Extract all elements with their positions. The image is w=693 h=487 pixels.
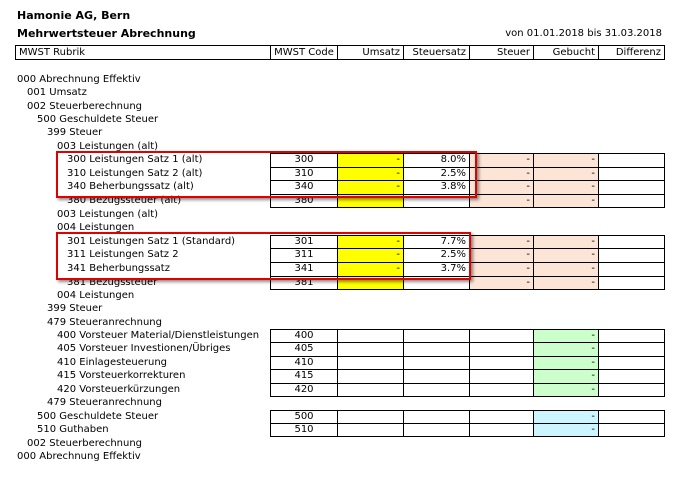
- col-header-steuer: Steuer: [469, 45, 533, 60]
- cell-differenz: [598, 180, 665, 194]
- row-label: 415 Vorsteuerkorrekturen: [57, 370, 186, 381]
- cell-umsatz: [337, 329, 403, 343]
- company-name: Hamonie AG, Bern: [17, 9, 131, 22]
- cell-code: 415: [270, 369, 337, 383]
- cell-steuer: -: [469, 153, 533, 167]
- cell-gebucht: -: [533, 276, 598, 290]
- row-label: 405 Vorsteuer Investionen/Übriges: [57, 343, 231, 354]
- cell-differenz: [598, 194, 665, 208]
- cell-gebucht: -: [533, 153, 598, 167]
- tree-steuer-399: 399 Steuer: [47, 127, 103, 138]
- cell-steuer: -: [469, 167, 533, 181]
- tree-steuer-399-end: 399 Steuer: [47, 303, 103, 314]
- cell-gebucht: -: [533, 235, 598, 249]
- col-header-gebucht: Gebucht: [533, 45, 598, 60]
- row-label: 380 Bezugssteuer (alt): [67, 195, 182, 206]
- row-label: 311 Leistungen Satz 2: [67, 249, 179, 260]
- col-header-differenz: Differenz: [598, 45, 665, 60]
- col-header-steuersatz: Steuersatz: [403, 45, 469, 60]
- row-label: 510 Guthaben: [37, 424, 109, 435]
- cell-code: 420: [270, 383, 337, 397]
- cell-steuersatz: [403, 356, 469, 370]
- cell-code: 400: [270, 329, 337, 343]
- cell-steuer: [469, 329, 533, 343]
- cell-steuer: [469, 410, 533, 424]
- cell-code: 341: [270, 262, 337, 276]
- cell-code: 300: [270, 153, 337, 167]
- cell-gebucht: -: [533, 194, 598, 208]
- row-label: 341 Beherbungssatz: [67, 263, 170, 274]
- cell-steuer: [469, 356, 533, 370]
- cell-code: 311: [270, 248, 337, 262]
- row-label: 500 Geschuldete Steuer: [37, 411, 159, 422]
- cell-gebucht: -: [533, 356, 598, 370]
- cell-code: 310: [270, 167, 337, 181]
- cell-code: 410: [270, 356, 337, 370]
- tree-leistungen-end: 004 Leistungen: [57, 290, 135, 301]
- highlight-box-new-rates: [56, 232, 471, 280]
- cell-steuer: -: [469, 180, 533, 194]
- cell-umsatz: -: [337, 153, 403, 167]
- cell-gebucht: -: [533, 329, 598, 343]
- cell-umsatz: [337, 423, 403, 437]
- cell-steuersatz: 3.7%: [403, 262, 469, 276]
- cell-umsatz: [337, 369, 403, 383]
- tree-leistungen-alt: 003 Leistungen (alt): [57, 141, 159, 152]
- cell-code: 405: [270, 342, 337, 356]
- cell-gebucht: -: [533, 423, 598, 437]
- cell-steuersatz: [403, 423, 469, 437]
- cell-steuersatz: [403, 329, 469, 343]
- cell-code: 510: [270, 423, 337, 437]
- tree-steuerberechnung-end: 002 Steuerberechnung: [27, 438, 143, 449]
- cell-steuer: [469, 369, 533, 383]
- cell-gebucht: -: [533, 383, 598, 397]
- cell-steuer: [469, 342, 533, 356]
- cell-code: 381: [270, 276, 337, 290]
- cell-umsatz: [337, 356, 403, 370]
- cell-differenz: [598, 342, 665, 356]
- cell-steuer: [469, 383, 533, 397]
- row-label: 381 Bezugssteuer: [67, 277, 158, 288]
- cell-steuer: [469, 423, 533, 437]
- cell-differenz: [598, 153, 665, 167]
- cell-differenz: [598, 423, 665, 437]
- cell-differenz: [598, 383, 665, 397]
- row-label: 310 Leistungen Satz 2 (alt): [67, 168, 203, 179]
- cell-umsatz: [337, 383, 403, 397]
- report-period: von 01.01.2018 bis 31.03.2018: [505, 28, 662, 39]
- row-label: 340 Beherbungssatz (alt): [67, 181, 194, 192]
- tree-steueranrechnung: 479 Steueranrechnung: [47, 317, 162, 328]
- cell-steuer: -: [469, 276, 533, 290]
- row-label: 400 Vorsteuer Material/Dienstleistungen: [57, 330, 260, 341]
- cell-differenz: [598, 167, 665, 181]
- cell-differenz: [598, 248, 665, 262]
- cell-differenz: [598, 276, 665, 290]
- cell-gebucht: -: [533, 342, 598, 356]
- tree-leistungen: 004 Leistungen: [57, 222, 135, 233]
- cell-umsatz: -: [337, 248, 403, 262]
- cell-differenz: [598, 262, 665, 276]
- cell-steuersatz: 2.5%: [403, 248, 469, 262]
- highlight-box-alt-rates: [56, 151, 477, 198]
- cell-steuer: -: [469, 262, 533, 276]
- row-label: 410 Einlagesteuerung: [57, 357, 168, 368]
- cell-umsatz: -: [337, 167, 403, 181]
- cell-umsatz: -: [337, 262, 403, 276]
- cell-steuersatz: [403, 369, 469, 383]
- col-header-code: MWST Code: [270, 45, 337, 60]
- cell-steuersatz: 7.7%: [403, 235, 469, 249]
- cell-code: 301: [270, 235, 337, 249]
- tree-geschuldete-steuer: 500 Geschuldete Steuer: [37, 114, 159, 125]
- col-header-umsatz: Umsatz: [337, 45, 403, 60]
- cell-umsatz: -: [337, 235, 403, 249]
- cell-gebucht: -: [533, 262, 598, 276]
- cell-gebucht: -: [533, 180, 598, 194]
- cell-umsatz: -: [337, 180, 403, 194]
- row-label: 301 Leistungen Satz 1 (Standard): [67, 236, 236, 247]
- col-header-rubrik: MWST Rubrik: [15, 45, 270, 60]
- cell-differenz: [598, 369, 665, 383]
- cell-gebucht: -: [533, 410, 598, 424]
- cell-differenz: [598, 329, 665, 343]
- cell-gebucht: -: [533, 369, 598, 383]
- cell-steuer: -: [469, 194, 533, 208]
- tree-leistungen-alt-end: 003 Leistungen (alt): [57, 209, 159, 220]
- cell-steuersatz: [403, 410, 469, 424]
- row-label: 300 Leistungen Satz 1 (alt): [67, 154, 203, 165]
- cell-code: 340: [270, 180, 337, 194]
- cell-steuersatz: [403, 342, 469, 356]
- cell-gebucht: -: [533, 167, 598, 181]
- tree-steueranrechnung-end: 479 Steueranrechnung: [47, 397, 162, 408]
- cell-steuersatz: [403, 383, 469, 397]
- cell-differenz: [598, 410, 665, 424]
- cell-code: 380: [270, 194, 337, 208]
- cell-steuer: -: [469, 235, 533, 249]
- cell-differenz: [598, 235, 665, 249]
- cell-steuersatz: 3.8%: [403, 180, 469, 194]
- tree-umsatz: 001 Umsatz: [27, 87, 87, 98]
- tree-abrechnung-start: 000 Abrechnung Effektiv: [17, 74, 141, 85]
- tree-abrechnung-end: 000 Abrechnung Effektiv: [17, 451, 141, 462]
- report-title: Mehrwertsteuer Abrechnung: [17, 27, 196, 40]
- tree-steuerberechnung: 002 Steuerberechnung: [27, 101, 143, 112]
- cell-code: 500: [270, 410, 337, 424]
- cell-steuersatz: 2.5%: [403, 167, 469, 181]
- cell-umsatz: [337, 410, 403, 424]
- cell-steuer: -: [469, 248, 533, 262]
- cell-umsatz: [337, 342, 403, 356]
- cell-gebucht: -: [533, 248, 598, 262]
- cell-differenz: [598, 356, 665, 370]
- row-label: 420 Vorsteuerkürzungen: [57, 384, 181, 395]
- cell-steuersatz: 8.0%: [403, 153, 469, 167]
